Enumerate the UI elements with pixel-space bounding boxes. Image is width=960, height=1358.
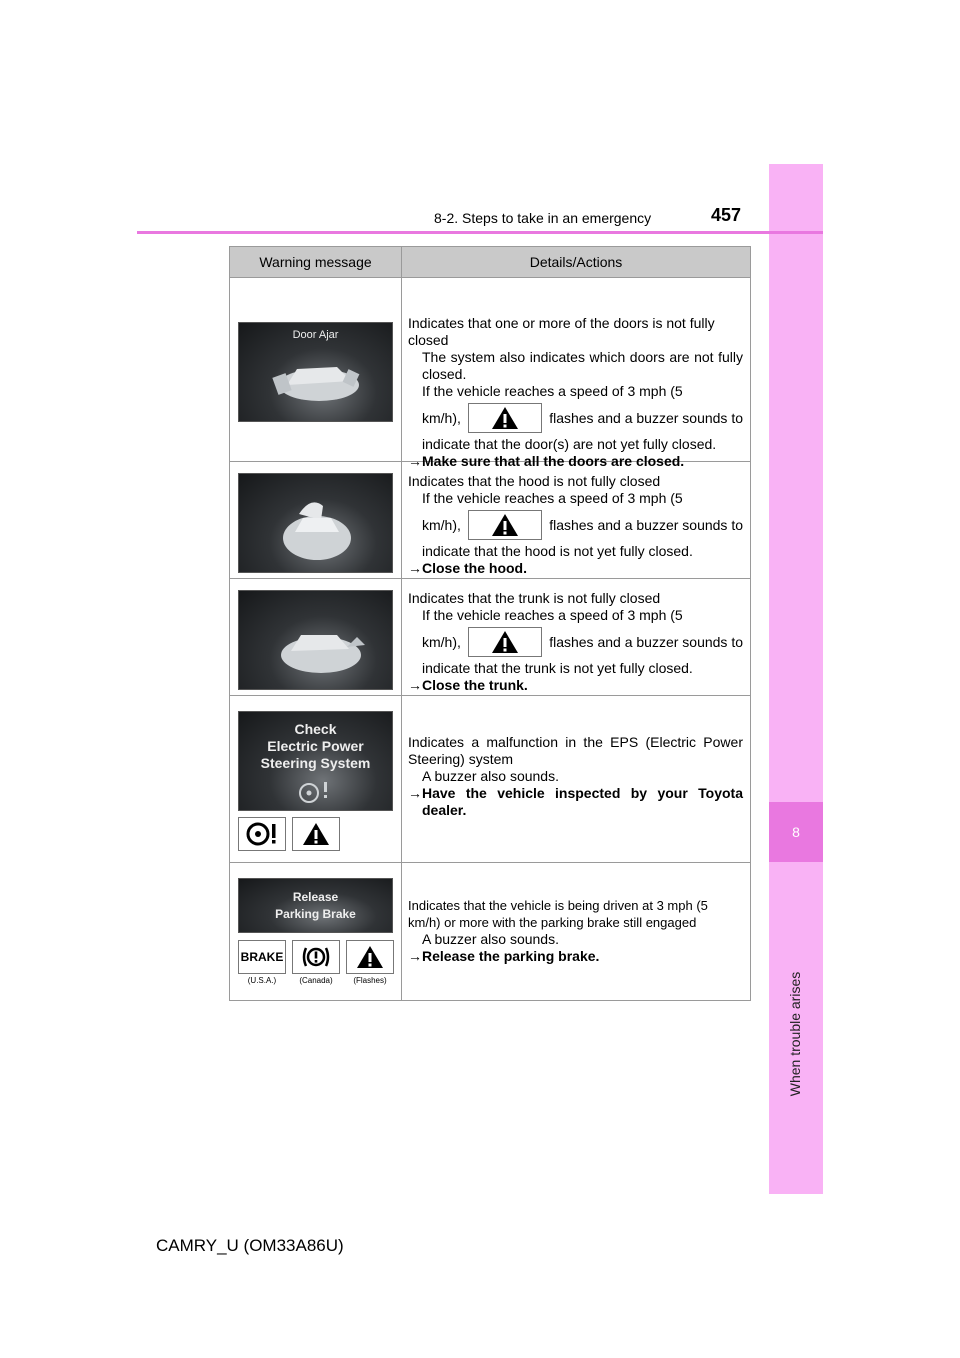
car-hood-open-icon bbox=[239, 474, 393, 573]
lamp-caption-flashes: (Flashes) bbox=[353, 976, 387, 985]
screen-text: Check bbox=[294, 721, 337, 737]
table-row bbox=[230, 462, 750, 579]
footer-model-code: CAMRY_U (OM33A86U) bbox=[156, 1236, 344, 1255]
eps-warning-screen-image bbox=[238, 711, 393, 811]
row-description: Indicates that one or more of the doors is not fully closed bbox=[408, 315, 715, 348]
row-detail: If the vehicle reaches a speed of 3 mph (5 bbox=[422, 607, 683, 623]
arrow-glyph: → bbox=[408, 560, 422, 576]
row-action: Close the hood. bbox=[422, 560, 527, 576]
car-trunk-open-icon bbox=[239, 591, 393, 690]
row-detail: flashes and a buzzer sounds to bbox=[549, 633, 743, 650]
brake-lamp-usa-icon bbox=[238, 940, 286, 974]
page-number: 457 bbox=[711, 205, 742, 225]
door-ajar-screen-image bbox=[238, 322, 393, 422]
column-header-details: Details/Actions bbox=[529, 254, 623, 270]
screen-text: Door Ajar bbox=[292, 329, 339, 341]
screen-text: Electric Power bbox=[267, 738, 364, 754]
row-description: Indicates a malfunction in the EPS (Electric Power Steering) system bbox=[408, 734, 743, 767]
chapter-number: 8 bbox=[769, 802, 823, 862]
master-warning-icon bbox=[468, 403, 542, 433]
chapter-side-tab bbox=[769, 164, 823, 1194]
brake-lamp-text: BRAKE bbox=[240, 950, 284, 964]
row-detail: A buzzer also sounds. bbox=[422, 931, 559, 947]
row-detail: flashes and a buzzer sounds to bbox=[549, 409, 743, 426]
table-row bbox=[230, 696, 750, 863]
screen-text: Parking Brake bbox=[275, 907, 356, 921]
table-header bbox=[230, 247, 750, 278]
master-warning-icon bbox=[346, 940, 394, 974]
row-description: Indicates that the trunk is not fully closed bbox=[408, 590, 661, 606]
table-row bbox=[230, 579, 750, 696]
steering-warning-icon bbox=[239, 712, 393, 811]
master-warning-icon bbox=[292, 817, 340, 851]
master-warning-icon bbox=[468, 510, 542, 540]
table-row bbox=[230, 278, 750, 469]
row-detail: indicate that the trunk is not yet fully closed. bbox=[422, 660, 693, 676]
row-detail: km/h), bbox=[422, 409, 461, 426]
section-title: 8-2. Steps to take in an emergency bbox=[434, 210, 652, 226]
row-detail: The system also indicates which doors are not fully closed. bbox=[422, 349, 743, 382]
row-detail: If the vehicle reaches a speed of 3 mph (5 bbox=[422, 490, 683, 506]
screen-text: Steering System bbox=[260, 755, 371, 771]
arrow-glyph: → bbox=[408, 453, 422, 469]
arrow-glyph: → bbox=[408, 677, 422, 693]
master-warning-icon bbox=[468, 627, 542, 657]
eps-steering-lamp-icon bbox=[238, 817, 286, 851]
row-detail: flashes and a buzzer sounds to bbox=[549, 516, 743, 533]
brake-lamp-canada-icon bbox=[292, 940, 340, 974]
lamp-caption-canada: (Canada) bbox=[299, 976, 333, 985]
hood-open-screen-image bbox=[238, 473, 393, 573]
row-action: Close the trunk. bbox=[422, 677, 528, 693]
row-description: Indicates that the vehicle is being driven at 3 mph (5 km/h) or more with the parking brake still engaged bbox=[408, 898, 708, 930]
header-rule bbox=[137, 231, 823, 234]
row-detail: A buzzer also sounds. bbox=[422, 768, 559, 784]
table-row bbox=[230, 863, 750, 1000]
warning-table bbox=[229, 246, 751, 1001]
row-detail: If the vehicle reaches a speed of 3 mph (5 bbox=[422, 383, 683, 399]
row-action: Have the vehicle inspected by your Toyota dealer. bbox=[422, 785, 743, 818]
row-detail: km/h), bbox=[422, 516, 461, 533]
chapter-title: When trouble arises bbox=[787, 971, 803, 1097]
trunk-open-screen-image bbox=[238, 590, 393, 690]
row-action: Make sure that all the doors are closed. bbox=[422, 453, 685, 469]
parking-brake-screen-image bbox=[238, 878, 393, 933]
lamp-caption-usa: (U.S.A.) bbox=[247, 976, 277, 985]
arrow-glyph: → bbox=[408, 785, 422, 801]
row-description: Indicates that the hood is not fully closed bbox=[408, 473, 661, 489]
row-detail: km/h), bbox=[422, 633, 461, 650]
car-doors-open-icon bbox=[239, 323, 393, 422]
arrow-glyph: → bbox=[408, 948, 422, 964]
row-action: Release the parking brake. bbox=[422, 948, 600, 964]
screen-text: Release bbox=[292, 890, 339, 904]
row-detail: indicate that the door(s) are not yet fully closed. bbox=[422, 436, 717, 452]
column-header-warning: Warning message bbox=[230, 247, 402, 277]
row-detail: indicate that the hood is not yet fully closed. bbox=[422, 543, 693, 559]
